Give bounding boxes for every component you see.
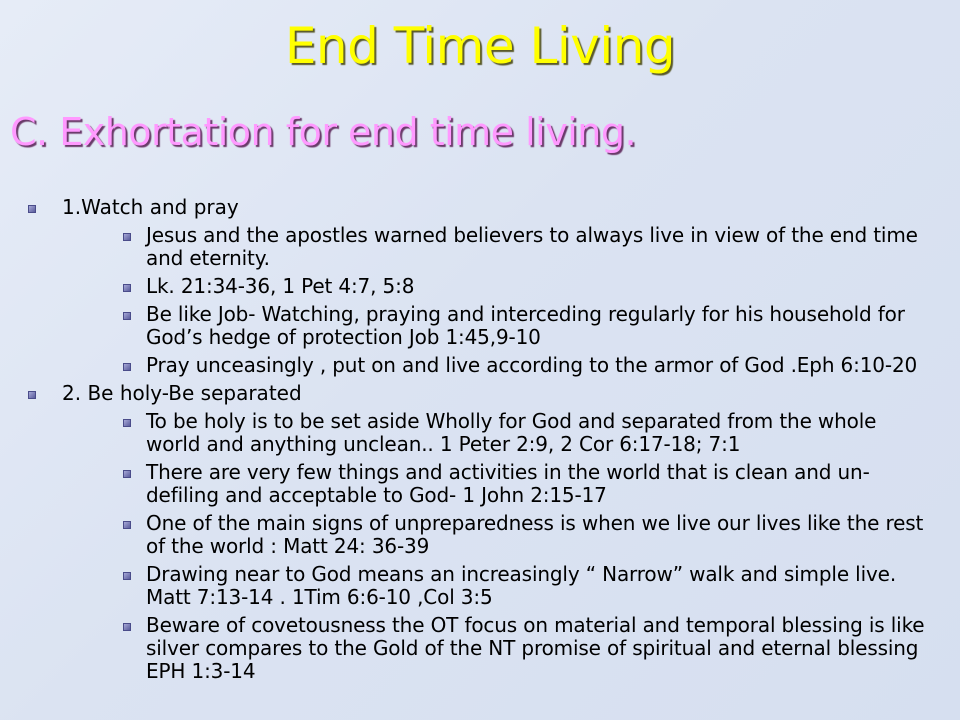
square-bullet-icon <box>123 363 131 371</box>
bullet-list <box>0 196 960 688</box>
square-bullet-icon <box>123 284 131 292</box>
list-item <box>0 354 960 377</box>
square-bullet-icon <box>123 470 131 478</box>
list-item-text: One of the main signs of unpreparedness is when we live our lives like the rest of the world : Matt 24: 36-39 <box>146 511 924 558</box>
list-item-text: Lk. 21:34-36, 1 Pet 4:7, 5:8 <box>146 274 415 298</box>
square-bullet-icon <box>123 572 131 580</box>
list-item-text: To be holy is to be set aside Wholly for God and separated from the whole world and anything unclean.. 1 Peter 2:9, 2 Cor 6:17-18; 7:1 <box>146 409 877 456</box>
slide-subtitle: C. Exhortation for end time living. <box>10 110 637 154</box>
section-heading <box>0 196 960 219</box>
square-bullet-icon <box>123 623 131 631</box>
list-item <box>0 461 960 507</box>
list-item <box>0 275 960 298</box>
list-item <box>0 410 960 456</box>
list-item <box>0 512 960 558</box>
list-item <box>0 303 960 349</box>
section-heading-text: 1.Watch and pray <box>62 195 239 219</box>
section-heading-text: 2. Be holy-Be separated <box>62 381 302 405</box>
square-bullet-icon <box>28 391 36 399</box>
square-bullet-icon <box>123 312 131 320</box>
square-bullet-icon <box>123 233 131 241</box>
slide-title: End Time Living <box>284 17 676 75</box>
list-item-text: Pray unceasingly , put on and live according to the armor of God .Eph 6:10-20 <box>146 353 918 377</box>
square-bullet-icon <box>123 419 131 427</box>
section-heading <box>0 382 960 405</box>
list-item-text: There are very few things and activities in the world that is clean and un-defiling and acceptable to God- 1 John 2:15-17 <box>146 460 870 507</box>
square-bullet-icon <box>123 521 131 529</box>
list-item-text: Beware of covetousness the OT focus on material and temporal blessing is like silver compares to the Gold of the NT promise of spiritual and eternal blessing EPH 1:3-14 <box>146 613 925 683</box>
list-item <box>0 224 960 270</box>
list-item-text: Jesus and the apostles warned believers to always live in view of the end time and eternity. <box>146 223 918 270</box>
list-item-text: Drawing near to God means an increasingly “ Narrow” walk and simple live. Matt 7:13-14 . 1Tim 6:6-10 ,Col 3:5 <box>146 562 897 609</box>
list-item <box>0 563 960 609</box>
square-bullet-icon <box>28 205 36 213</box>
list-item-text: Be like Job- Watching, praying and interceding regularly for his household for God’s hedge of protection Job 1:45,9-10 <box>146 302 905 349</box>
list-item <box>0 614 960 683</box>
